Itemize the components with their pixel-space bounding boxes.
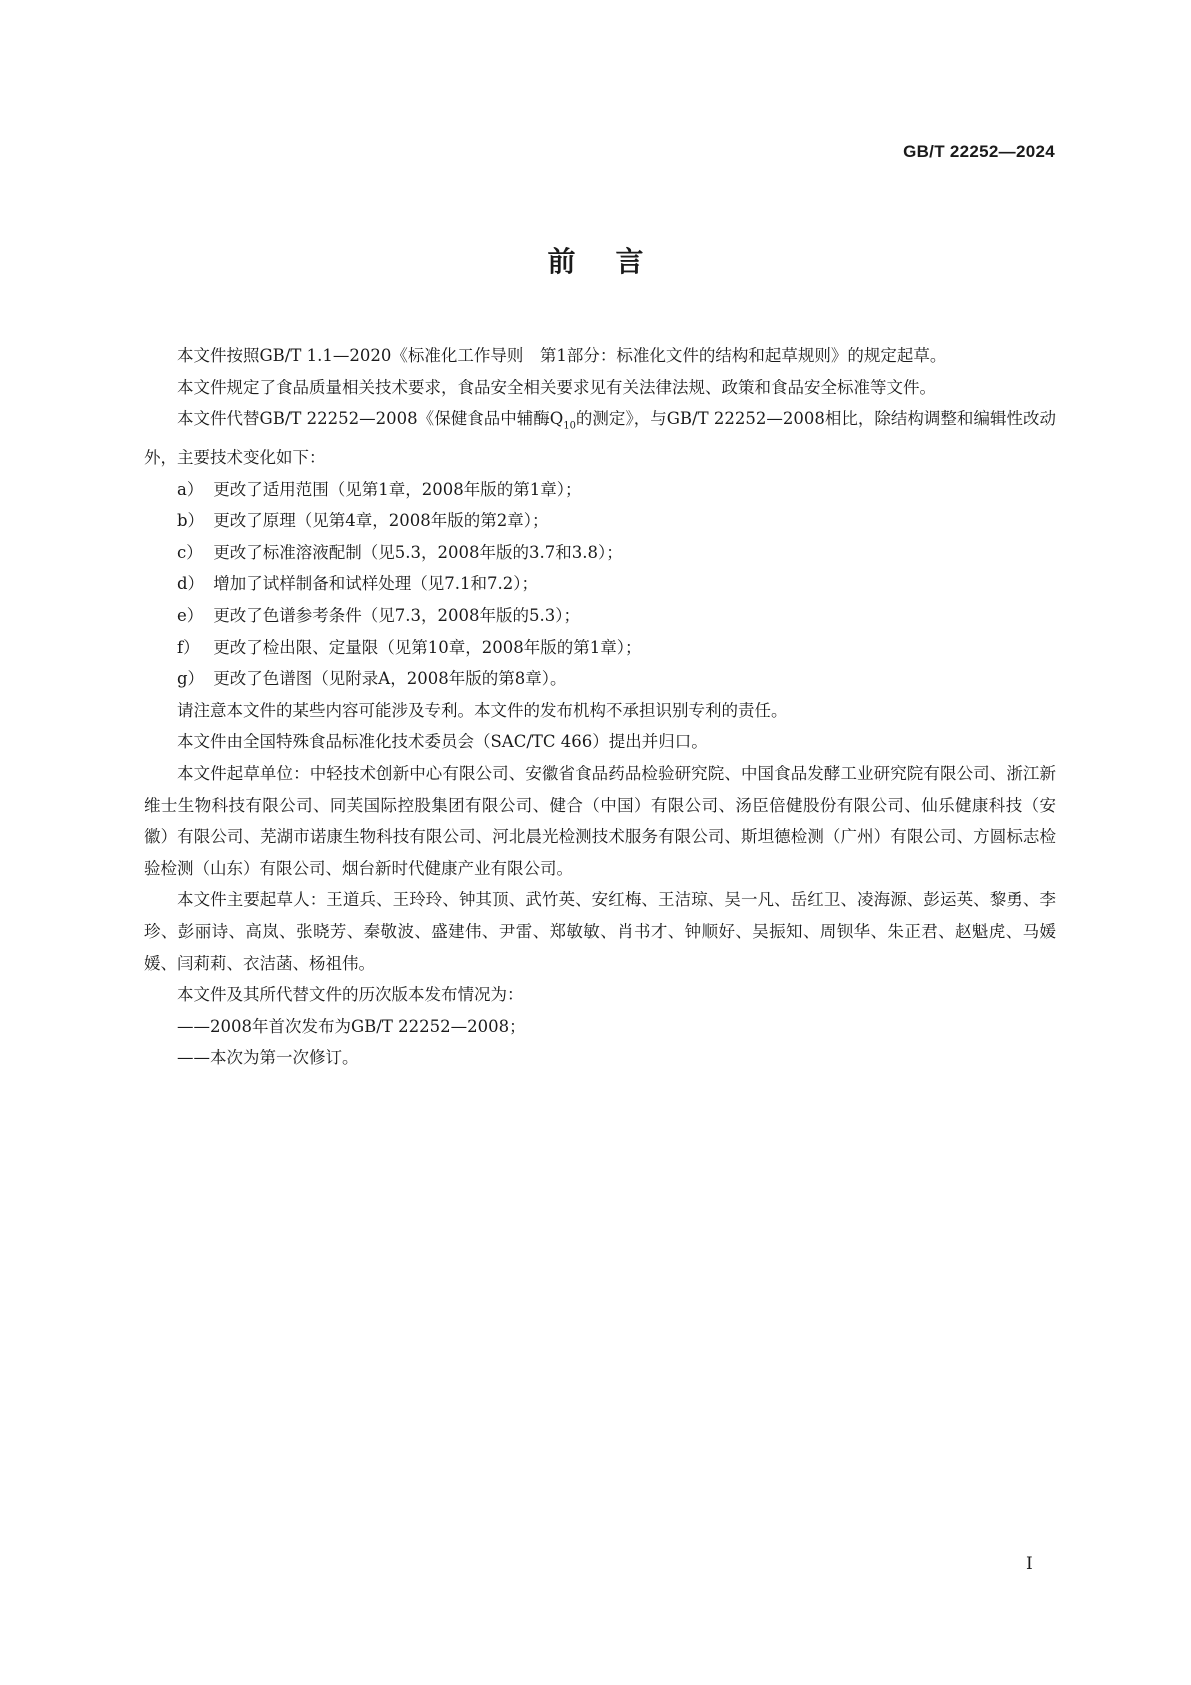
list-marker: f） [177,637,200,657]
list-item [144,537,1056,569]
list-item-text: 更改了色谱参考条件（见7.3，2008年版的5.3）； [213,606,581,626]
list-item-text: 增加了试样制备和试样处理（见7.1和7.2）； [213,574,539,594]
list-marker: e） [177,606,204,626]
list-item [144,505,1056,537]
paragraph-replacement [144,403,1056,473]
list-item [144,568,1056,600]
paragraph-drafting-units: 本文件起草单位：中轻技术创新中心有限公司、安徽省食品药品检验研究院、中国食品发酵工业研究院有限公司、浙江新维士生物科技有限公司、同芙国际控股集团有限公司、健合（中国）有限公司、汤臣倍健股份有限公司、仙乐健康科技（安徽）有限公司、芜湖市诺康生物科技有限公司、河北晨光检测技术服务有限公司、斯坦德检测（广州）有限公司、方圆标志检验检测（山东）有限公司、烟台新时代健康产业有限公司。 [144,764,1056,878]
foreword-body [144,340,1056,1074]
paragraph-drafting-rules: 本文件按照GB/T 1.1—2020《标准化工作导则 第1部分：标准化文件的结构和起草规则》的规定起草。 [177,346,947,365]
list-item-text: 更改了色谱图（见附录A，2008年版的第8章）。 [213,669,567,689]
list-item-text: 更改了适用范围（见第1章，2008年版的第1章）； [213,479,582,499]
history-item: ——本次为第一次修订。 [177,1048,359,1068]
list-item [144,600,1056,632]
subscript-10: 10 [563,420,576,432]
list-item-text: 更改了标准溶液配制（见5.3，2008年版的3.7和3.8）； [213,542,623,562]
list-item-text: 更改了检出限、定量限（见第10章，2008年版的第1章）； [213,637,642,657]
standard-code: GB/T 22252—2024 [903,142,1055,161]
list-marker: b） [177,511,205,531]
list-item-text: 更改了原理（见第4章，2008年版的第2章）； [213,511,549,531]
paragraph-drafters: 本文件主要起草人：王道兵、王玲玲、钟其顶、武竹英、安红梅、王洁琼、吴一凡、岳红卫、凌海源、彭运英、黎勇、李珍、彭丽诗、高岚、张晓芳、秦敬波、盛建伟、尹雷、郑敏敏、肖书才、钟顺好、吴振知、周钡华、朱正君、赵魁虎、马媛媛、闫莉莉、衣洁菡、杨祖伟。 [144,890,1056,973]
list-marker: c） [177,542,203,562]
replacement-text-end: 的测定》，与GB/T 22252—2008相比，除结构调整和编辑性改动外，主要技术变化如下： [144,409,1056,468]
page-title: 前言 [547,245,684,278]
list-marker: d） [177,574,205,594]
list-item [144,474,1056,506]
paragraph-history-intro: 本文件及其所代替文件的历次版本发布情况为： [177,985,524,1005]
replacement-text-start: 本文件代替GB/T 22252—2008《保健食品中辅酶Q [177,409,564,429]
paragraph-committee: 本文件由全国特殊食品标准化技术委员会（SAC/TC 466）提出并归口。 [177,732,708,752]
paragraph-scope-note: 本文件规定了食品质量相关技术要求，食品安全相关要求见有关法律法规、政策和食品安全标准等文件。 [177,377,936,397]
paragraph-patent-notice: 请注意本文件的某些内容可能涉及专利。本文件的发布机构不承担识别专利的责任。 [177,700,788,720]
list-marker: a） [177,479,204,499]
history-item: ——2008年首次发布为GB/T 22252—2008； [177,1016,526,1036]
list-item [144,663,1056,695]
list-item [144,632,1056,664]
page-number: I [1026,1554,1033,1574]
list-marker: g） [177,669,205,689]
